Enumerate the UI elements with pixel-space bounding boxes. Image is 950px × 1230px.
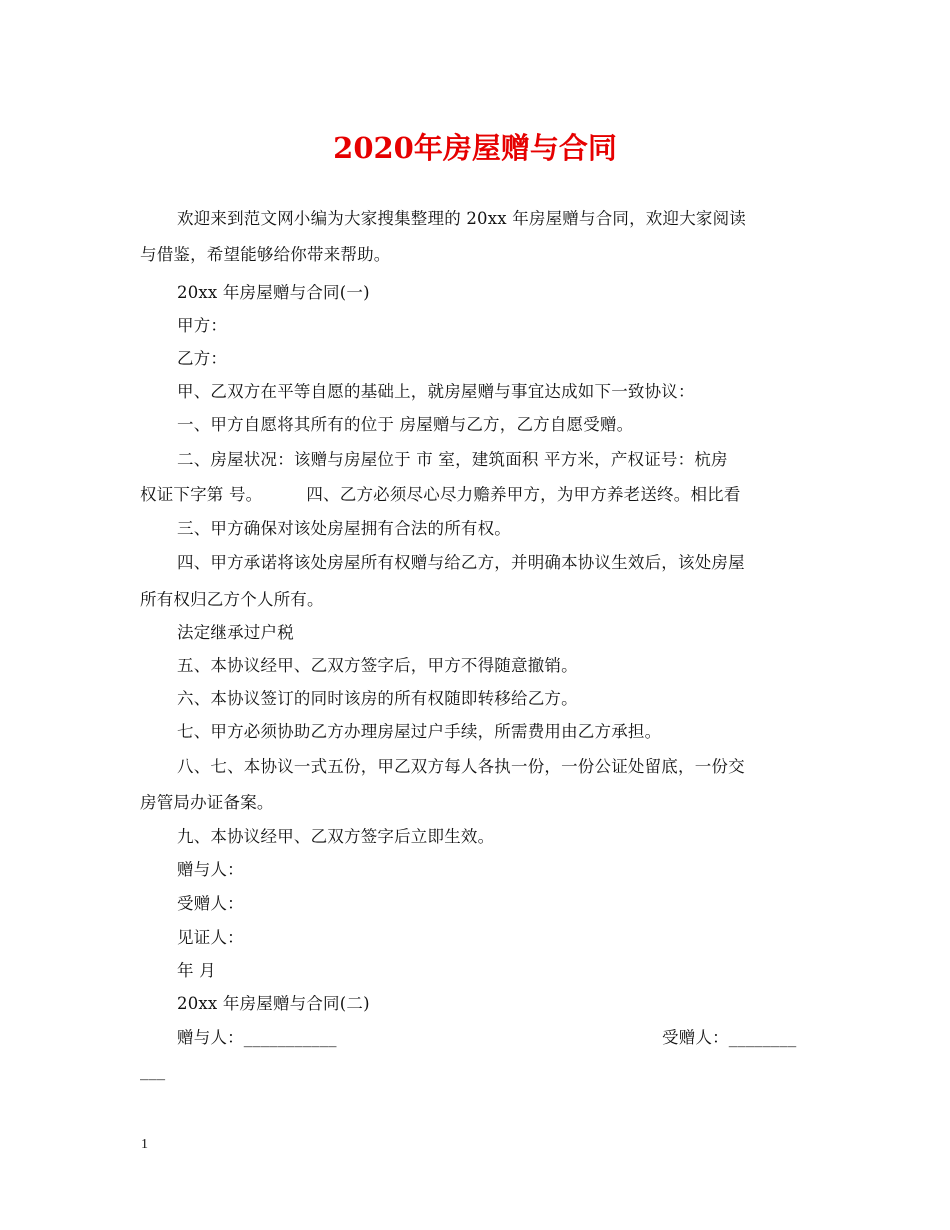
clause-2-line-2-part-b: 四、乙方必须尽心尽力赡养甲方，为甲方养老送终。相比看 bbox=[306, 485, 741, 504]
clause-5: 五、本协议经甲、乙双方签字后，甲方不得随意撤销。 bbox=[177, 656, 578, 675]
party-b-label: 乙方： bbox=[177, 349, 228, 368]
clause-6: 六、本协议签订的同时该房的所有权随即转移给乙方。 bbox=[177, 689, 578, 708]
clause-4-line-1: 四、甲方承诺将该处房屋所有权赠与给乙方，并明确本协议生效后，该处房屋 bbox=[177, 553, 745, 572]
donee-signature-line: 受赠人：________ bbox=[662, 1028, 797, 1047]
section2-heading: 20xx 年房屋赠与合同(二) bbox=[177, 994, 370, 1013]
donee-signature-line-continued: ___ bbox=[140, 1061, 166, 1080]
party-a-label: 甲方： bbox=[177, 316, 228, 335]
tax-note: 法定继承过户税 bbox=[177, 623, 294, 642]
donor-label: 赠与人： bbox=[177, 860, 244, 879]
page-number: 1 bbox=[141, 1137, 148, 1152]
clause-8-line-1: 八、七、本协议一式五份，甲乙双方每人各执一份，一份公证处留底，一份交 bbox=[177, 757, 745, 776]
clause-7: 七、甲方必须协助乙方办理房屋过户手续，所需费用由乙方承担。 bbox=[177, 722, 662, 741]
clause-2-line-2-part-a: 权证下字第 号。 bbox=[140, 485, 263, 504]
clause-4-line-2: 所有权归乙方个人所有。 bbox=[140, 590, 324, 609]
section1-heading: 20xx 年房屋赠与合同(一) bbox=[177, 283, 370, 302]
clause-2-line-2 bbox=[140, 484, 741, 506]
date-line: 年 月 bbox=[177, 961, 216, 980]
agreement-intro: 甲、乙双方在平等自愿的基础上，就房屋赠与事宜达成如下一致协议： bbox=[177, 382, 695, 401]
witness-label: 见证人： bbox=[177, 928, 244, 947]
intro-line-1: 欢迎来到范文网小编为大家搜集整理的 20xx 年房屋赠与合同，欢迎大家阅读 bbox=[177, 209, 746, 228]
clause-8-line-2: 房管局办证备案。 bbox=[140, 793, 274, 812]
donor-signature-line: 赠与人：___________ bbox=[177, 1028, 337, 1047]
clause-3: 三、甲方确保对该处房屋拥有合法的所有权。 bbox=[177, 519, 511, 538]
clause-9: 九、本协议经甲、乙双方签字后立即生效。 bbox=[177, 827, 495, 846]
document-title: 2020年房屋赠与合同 bbox=[333, 131, 617, 165]
clause-1: 一、甲方自愿将其所有的位于 房屋赠与乙方，乙方自愿受赠。 bbox=[177, 415, 634, 434]
clause-2-line-1: 二、房屋状况：该赠与房屋位于 市 室，建筑面积 平方米，产权证号：杭房 bbox=[177, 450, 728, 469]
donee-label: 受赠人： bbox=[177, 894, 244, 913]
intro-line-2: 与借鉴，希望能够给你带来帮助。 bbox=[140, 245, 391, 264]
